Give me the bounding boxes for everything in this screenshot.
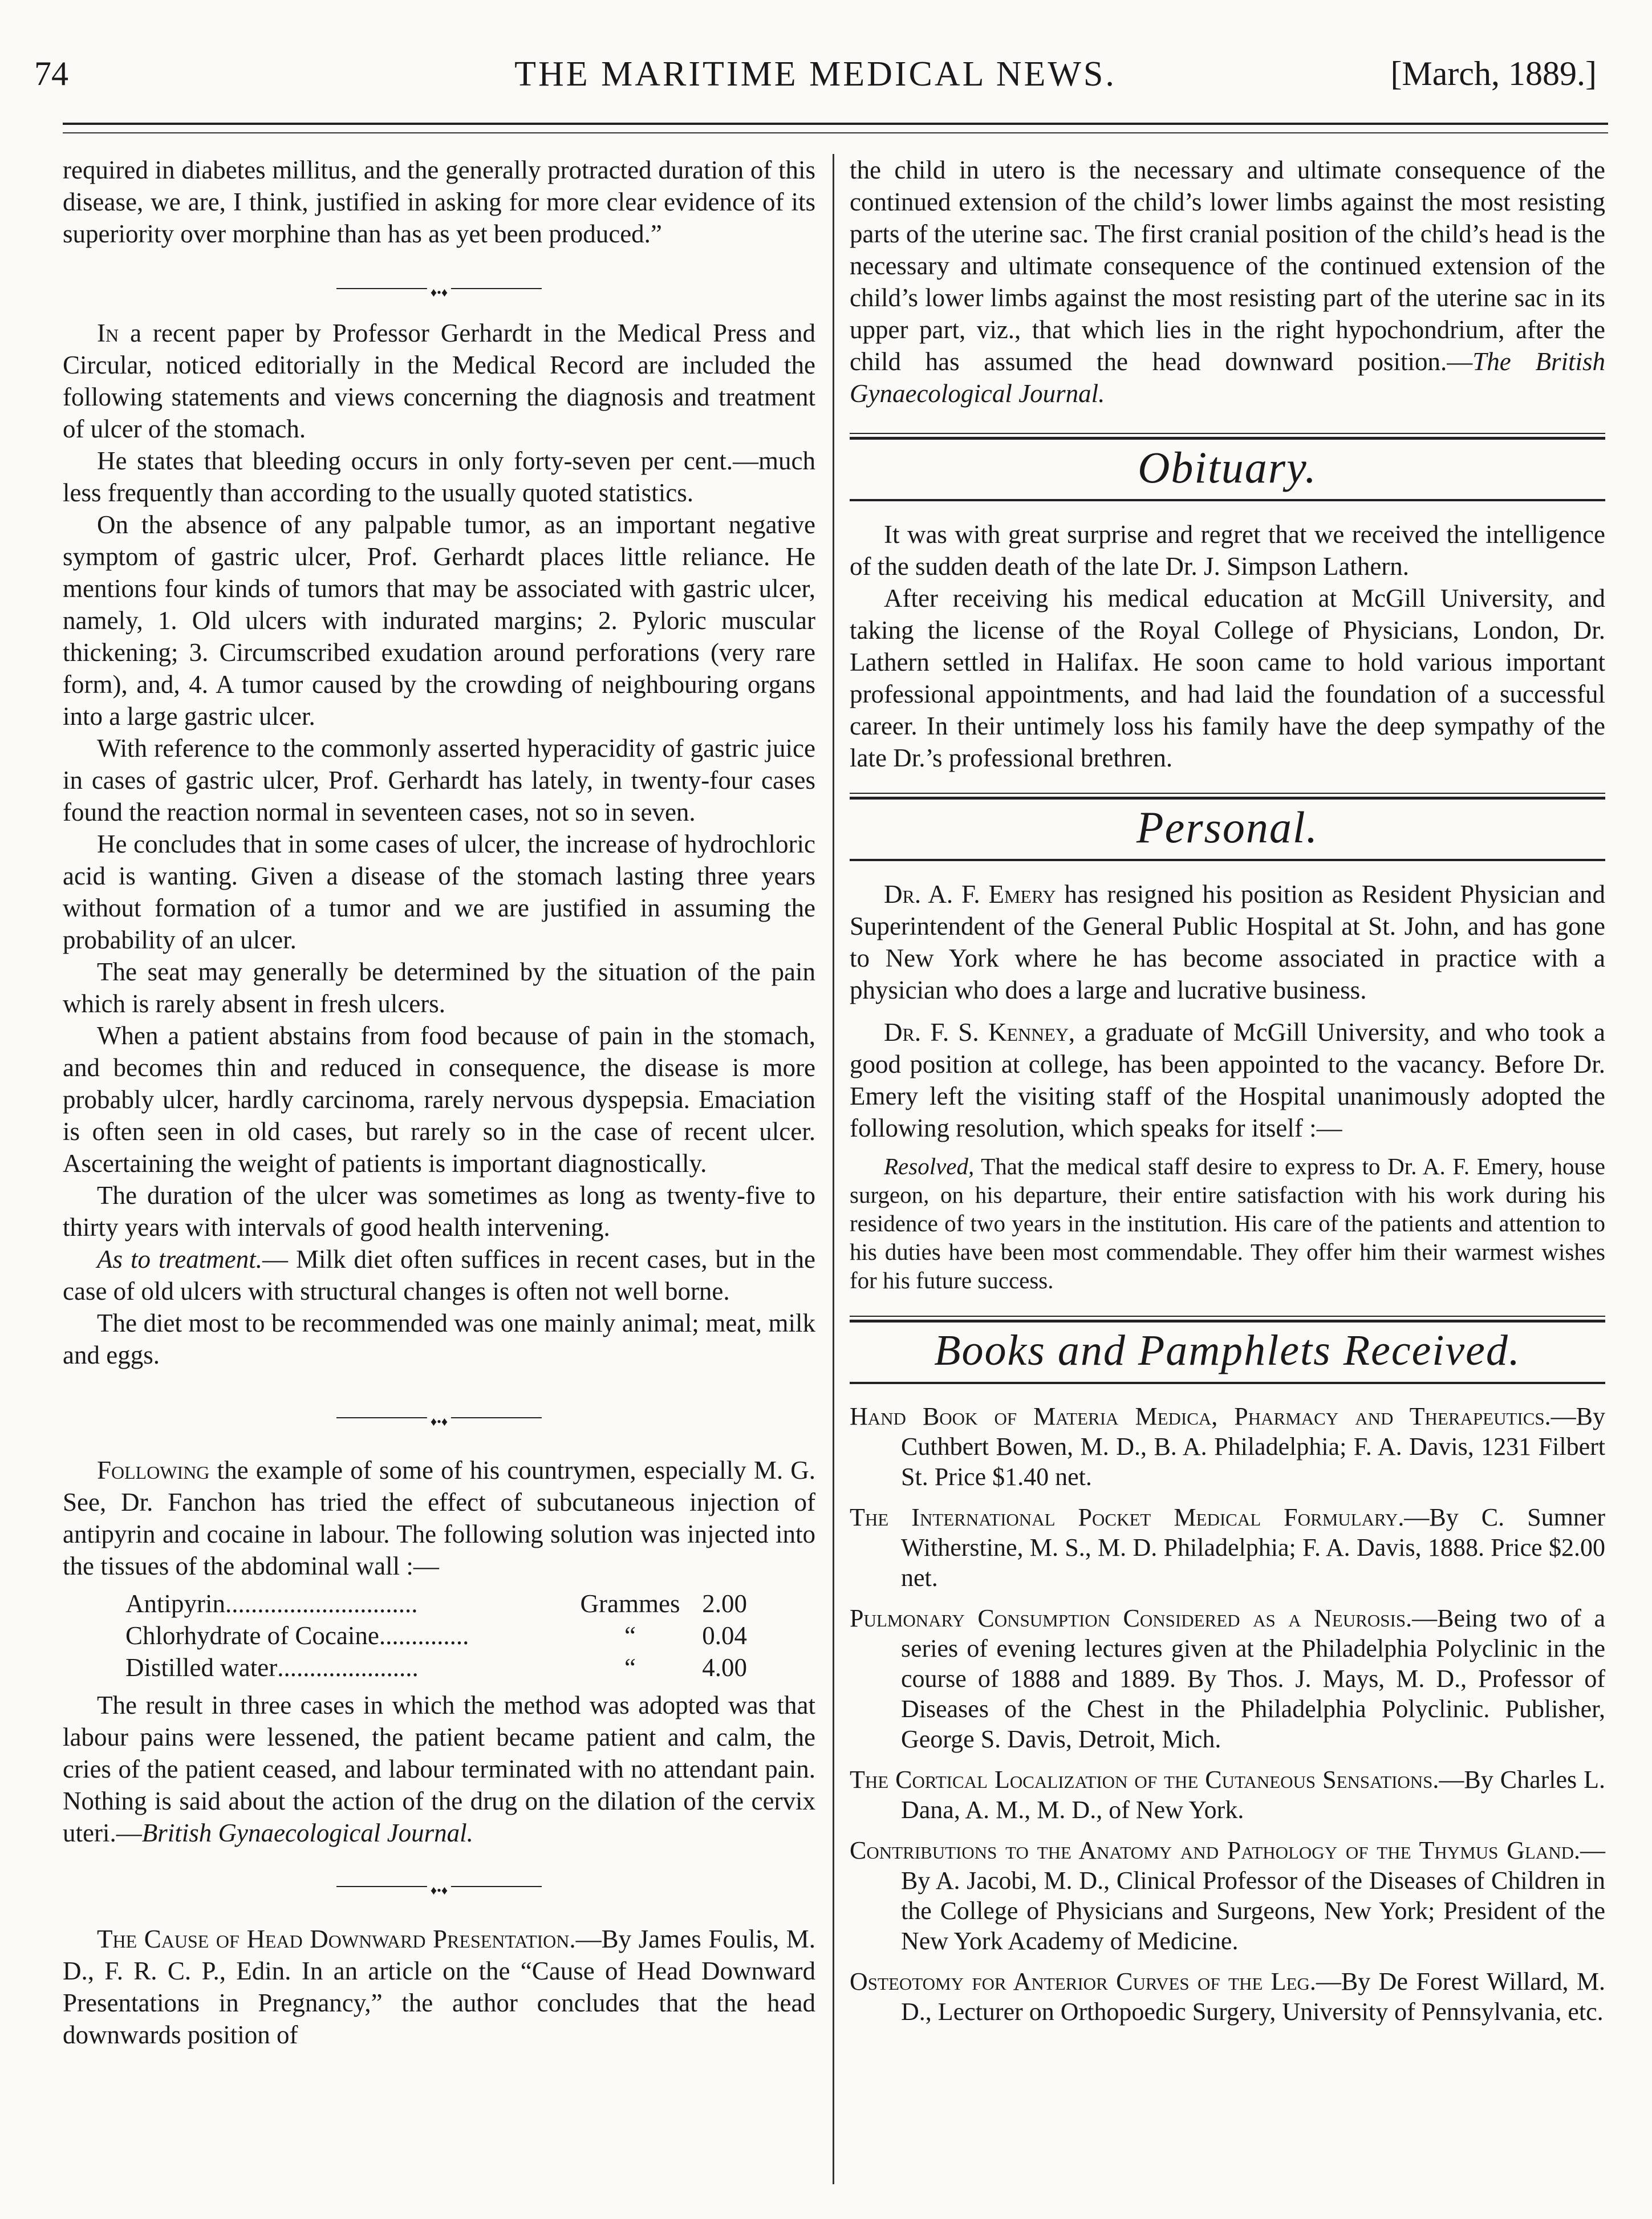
treatment-text: — Milk diet often suffices in recent cases, but in the case of old ulcers with structural changes is often not well borne.: [63, 1245, 816, 1305]
obituary-heading-box: [850, 437, 1605, 501]
paragraph: The seat may generally be determined by the situation of the pain which is rarely absent in fresh ulcers.: [63, 958, 815, 1018]
head-presentation-article: [63, 1923, 815, 2051]
header-rule: [63, 123, 1608, 125]
page-number: 74: [34, 55, 68, 92]
issue-date: [March, 1889.]: [1390, 55, 1597, 92]
paragraph: He states that bleeding occurs in only forty-seven per cent.—much less frequently than according to the usually quoted statistics.: [63, 447, 815, 507]
person-name: Dr. F. S. Kenney: [884, 1018, 1069, 1046]
antipyrin-article: [63, 1454, 815, 1849]
article-lead: The Cause of Head Downward Presentation.: [97, 1925, 576, 1953]
book-entry: Contributions to the Anatomy and Pathology of the Thymus Gland.—By A. Jacobi, M. D., Clinical Professor of the Diseases of Children in the College of Physicians and Surgeons, New York; President of the New York Academy of Medicine.: [850, 1836, 1605, 1955]
paragraph: On the absence of any palpable tumor, as an important negative symptom of gastric ulcer, Prof. Gerhardt places little reliance. He mentions four kinds of tumors that may be associated with gastric ulcer, namely, 1. Old ulcers with indurated margins; 2. Pyloric muscular thickening; 3. Circumscribed exudation around perforations (very rare form), and, 4. A tumor caused by the crowding of neighbouring organs into a large gastric ulcer.: [63, 510, 815, 731]
resolved-label: Resolved,: [884, 1153, 975, 1179]
right-column: [850, 154, 1605, 2037]
article-continuation: required in diabetes millitus, and the generally protracted duration of this disease, we are, I think, justified in asking for more clear evidence of its superiority over morphine than has as yet been produced.”: [63, 156, 815, 248]
person-name: Dr. A. F. Emery: [884, 880, 1056, 908]
section-separator: [63, 1394, 815, 1426]
book-entry: The International Pocket Medical Formulary.—By C. Sumner Witherstine, M. S., M. D. Philadelphia; F. A. Davis, 1888. Price $2.00 net.: [850, 1503, 1605, 1592]
book-entry: The Cortical Localization of the Cutaneous Sensations.—By Charles L. Dana, A. M., M. D., of New York.: [850, 1766, 1605, 1824]
journal-title: THE MARITIME MEDICAL NEWS.: [514, 55, 1117, 94]
paragraph: After receiving his medical education at McGill University, and taking the license of the Royal College of Physicians, London, Dr. Lathern settled in Halifax. He soon came to hold various important professional appointments, and had laid the foundation of a successful career. In their untimely loss his family have the deep sympathy of the late Dr.’s professional brethren.: [850, 584, 1605, 772]
result-text: The result in three cases in which the method was adopted was that labour pains were lessened, the patient became patient and calm, the cries of the patient ceased, and labour terminated with no attendant pain. Nothing is said about the action of the drug on the dilation of the cervix uteri.—: [63, 1691, 815, 1847]
source-citation: British Gynaecological Journal.: [141, 1819, 473, 1847]
article-text: —By James Foulis, M. D., F. R. C. P., Edin. In an article on the “Cause of Head Downward Presentations in Pregnancy,” the author concludes that the head downwards position of: [63, 1925, 815, 2049]
column-divider: [833, 154, 834, 2184]
recipe-row: Distilled water ...................... “ 4.00: [125, 1653, 747, 1682]
obituary-heading: Obituary.: [1138, 443, 1317, 492]
header-rule-thin: [63, 132, 1608, 133]
recipe-row: Chlorhydrate of Cocaine .............. “ 0.04: [125, 1621, 747, 1650]
article-lead: Following: [97, 1456, 210, 1484]
book-entry: Osteotomy for Anterior Curves of the Leg.—By De Forest Willard, M. D., Lecturer on Orthopoedic Surgery, University of Pennsylvania, etc.: [850, 1968, 1606, 2026]
treatment-label: As to treatment.: [97, 1245, 263, 1273]
paragraph: It was with great surprise and regret that we received the intelligence of the sudden death of the late Dr. J. Simpson Lathern.: [850, 520, 1605, 581]
paragraph: has resigned his position as Resident Physician and Superintendent of the General Public Hospital at St. John, and has gone to New York where he has become associated in practice with a physician who does a large and lucrative business.: [850, 880, 1605, 1004]
paragraph: , a graduate of McGill University, and who took a good position at college, has been appointed to the vacancy. Before Dr. Emery left the visiting staff of the Hospital unanimously adopted the following resolution, which speaks for itself :—: [850, 1018, 1605, 1142]
source-citation: The British Gynaecological Journal.: [850, 347, 1605, 408]
paragraph: He concludes that in some cases of ulcer, the increase of hydrochloric acid is wanting. Given a disease of the stomach lasting three years without formation of a tumor and we are justified in assuming the probability of an ulcer.: [63, 830, 815, 954]
article-lead: In: [97, 319, 119, 347]
article-intro: a recent paper by Professor Gerhardt in the Medical Press and Circular, noticed editorially in the Medical Record are included the following statements and views concerning the diagnosis and treatment of ulcer of the stomach.: [63, 319, 815, 443]
recipe-row: Antipyrin .............................. Grammes 2.00: [125, 1589, 747, 1618]
article-continuation: the child in utero is the necessary and ultimate consequence of the continued extension of the child’s lower limbs against the most resisting parts of the uterine sac. The first cranial position of the child’s head is the necessary and ultimate consequence of the continued extension of the child’s lower limbs against the most resisting part of the uterine sac in its upper part, viz., that which lies in the right hypochondrium, after the child has assumed the head downward position.—: [850, 156, 1605, 376]
left-column: [63, 154, 815, 2051]
section-separator: [63, 1863, 815, 1895]
books-heading: Books and Pamphlets Received.: [934, 1326, 1521, 1374]
resolution-text: That the medical staff desire to express to Dr. A. F. Emery, house surgeon, on his departure, their entire satisfaction with his work during his residence of two years in the institution. His care of the patients and attention to his duties have been most commendable. They offer him their warmest wishes for his future success.: [850, 1153, 1605, 1293]
book-entry: Hand Book of Materia Medica, Pharmacy and Therapeutics.—By Cuthbert Bowen, M. D., B. A. Philadelphia; F. A. Davis, 1231 Filbert St. Price $1.40 net.: [850, 1402, 1605, 1491]
personal-section: [850, 878, 1605, 1295]
solution-recipe: [125, 1588, 747, 1683]
gerhardt-article: [63, 317, 815, 1371]
books-list: [850, 1401, 1605, 2027]
page-header: [34, 54, 1597, 117]
section-separator: [63, 265, 815, 297]
personal-heading: Personal.: [1136, 802, 1319, 852]
article-intro: the example of some of his countrymen, especially M. G. See, Dr. Fanchon has tried the effect of subcutaneous injection of antipyrin and cocaine in labour. The following solution was injected into the tissues of the abdominal wall :—: [63, 1456, 815, 1580]
paragraph: The diet most to be recommended was one mainly animal; meat, milk and eggs.: [63, 1309, 815, 1369]
obituary-section: [850, 518, 1605, 774]
paragraph: With reference to the commonly asserted hyperacidity of gastric juice in cases of gastric ulcer, Prof. Gerhardt has lately, in twenty-four cases found the reaction normal in seventeen cases, not so in seven.: [63, 734, 815, 826]
paragraph: When a patient abstains from food because of pain in the stomach, and becomes thin and reduced in consequence, the disease is more probably ulcer, hardly carcinoma, rarely nervous dyspepsia. Emaciation is often seen in old cases, but rarely so in the case of recent ulcer. Ascertaining the weight of patients is important diagnostically.: [63, 1021, 815, 1178]
paragraph: The duration of the ulcer was sometimes as long as twenty-five to thirty years with intervals of good health intervening.: [63, 1181, 815, 1242]
books-heading-box: [850, 1320, 1605, 1384]
personal-heading-box: [850, 797, 1605, 861]
book-entry: Pulmonary Consumption Considered as a Neurosis.—Being two of a series of evening lectures given at the Philadelphia Polyclinic in the course of 1888 and 1889. By Thos. J. Mays, M. D., Professor of Diseases of the Chest in the Philadelphia Polyclinic. Publisher, George S. Davis, Detroit, Mich.: [850, 1604, 1605, 1753]
